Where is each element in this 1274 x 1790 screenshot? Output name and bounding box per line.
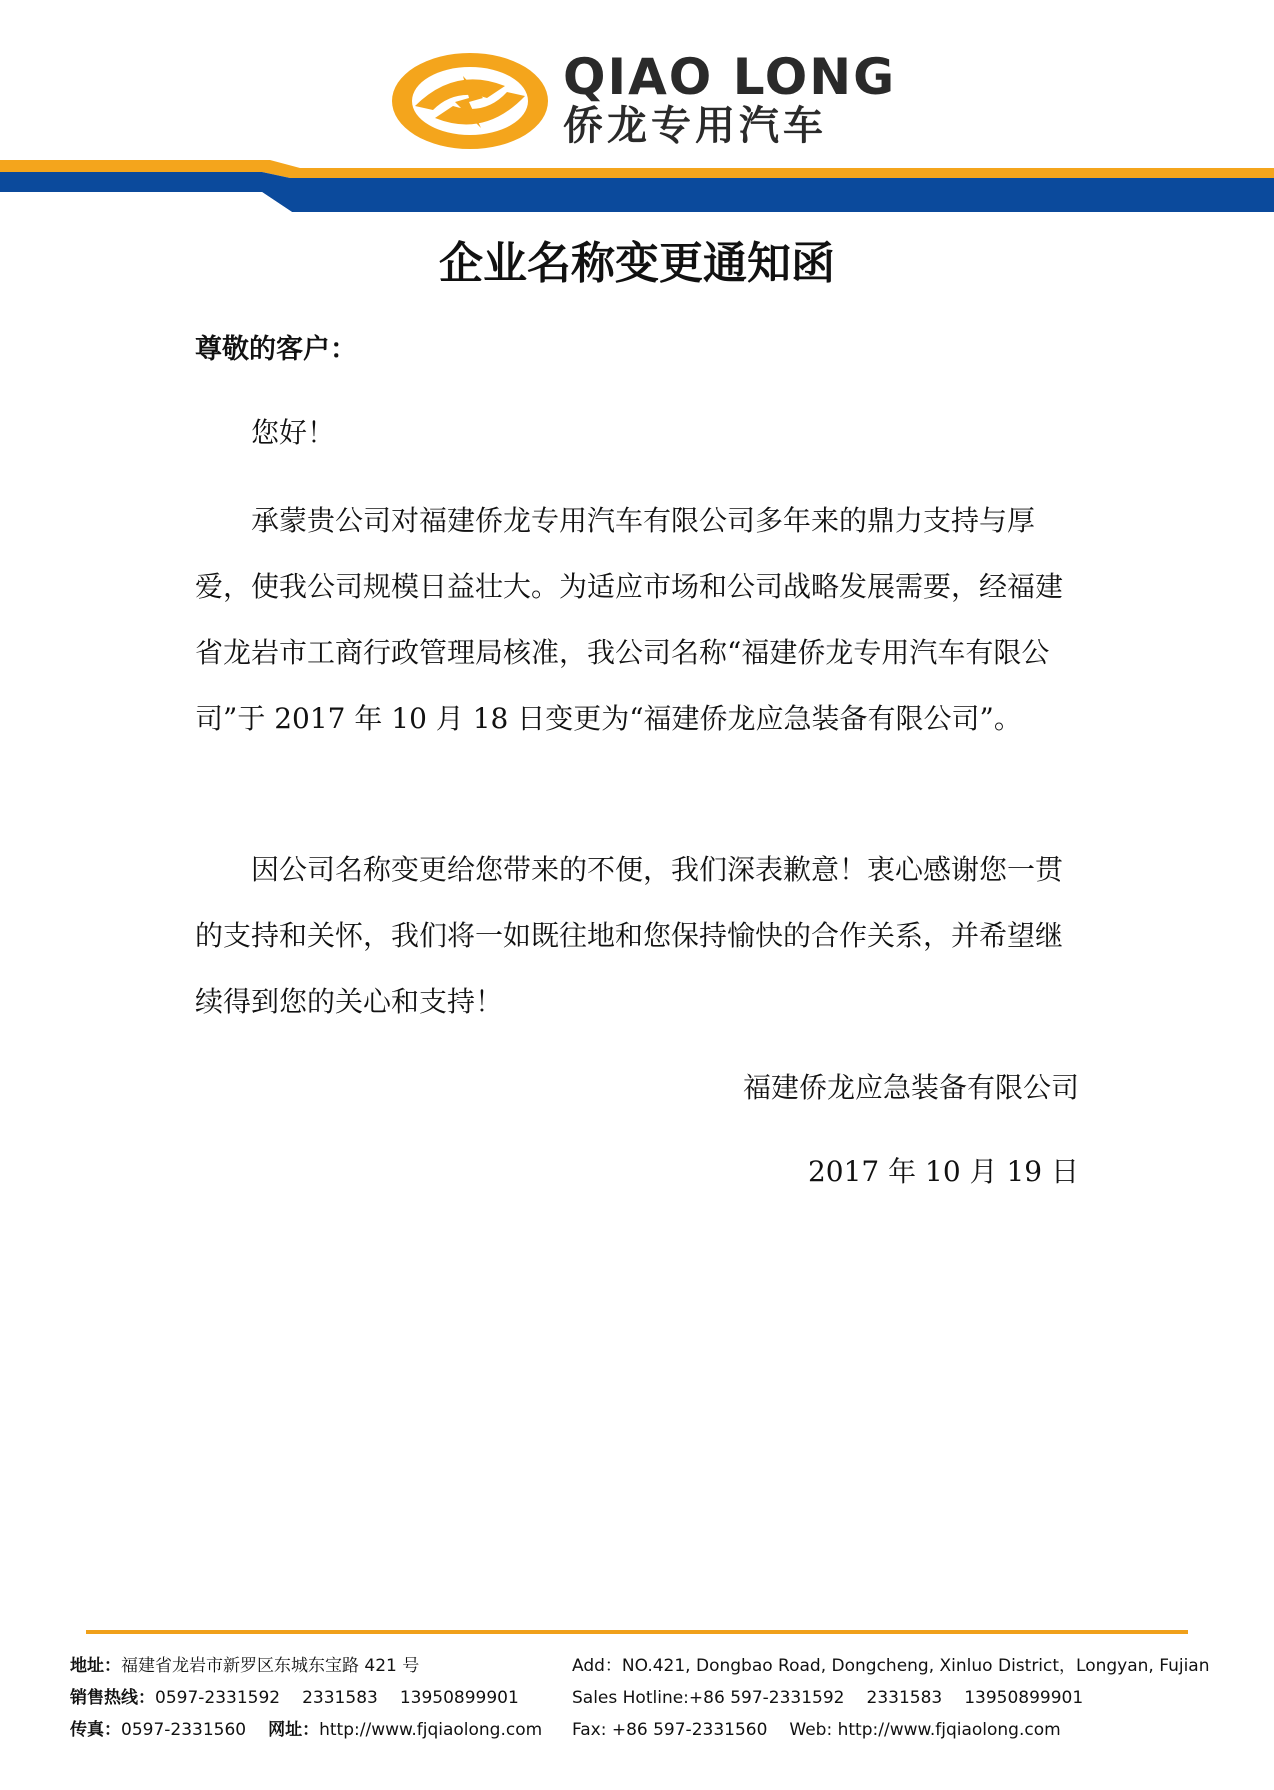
footer-english-contact bbox=[572, 1650, 1212, 1746]
company-logo bbox=[385, 46, 905, 156]
logo-chinese-name: 侨龙专用汽车 bbox=[563, 103, 827, 149]
footer-en-address-value: NO.421, Dongbao Road, Dongcheng, Xinluo District，Longyan, Fujian bbox=[621, 1656, 1210, 1676]
footer-cn-sales bbox=[70, 1682, 560, 1714]
footer-en-web-link[interactable]: http://www.fjqiaolong.com bbox=[837, 1720, 1061, 1740]
footer-cn-address-value: 福建省龙岩市新罗区东城东宝路 421 号 bbox=[121, 1656, 420, 1676]
footer-en-fax-label: Fax: bbox=[572, 1720, 612, 1740]
footer-en-sales bbox=[572, 1682, 1212, 1714]
footer-en-sales-1: +86 597-2331592 bbox=[688, 1688, 845, 1708]
footer-cn-sales-1: 0597-2331592 bbox=[155, 1688, 281, 1708]
letter-salutation: 尊敬的客户： bbox=[195, 334, 357, 365]
footer-en-sales-2: 2331583 bbox=[866, 1688, 943, 1708]
footer-cn-web-label: 网址： bbox=[268, 1720, 320, 1740]
letter-title: 企业名称变更通知函 bbox=[439, 238, 835, 289]
letter-paragraph-2: 因公司名称变更给您带来的不便，我们深表歉意！衷心感谢您一贯的支持和关怀，我们将一如既往地和您保持愉快的合作关系，并希望继续得到您的关心和支持！ bbox=[195, 853, 1064, 1018]
logo-english-name: QIAO LONG bbox=[563, 48, 897, 106]
qiaolong-emblem-icon bbox=[385, 46, 555, 156]
footer-en-sales-label: Sales Hotline: bbox=[572, 1688, 689, 1708]
footer-cn-address bbox=[70, 1650, 560, 1682]
footer-en-fax-value: +86 597-2331560 bbox=[611, 1720, 768, 1740]
footer-divider bbox=[86, 1630, 1188, 1634]
footer-cn-sales-3: 13950899901 bbox=[399, 1688, 519, 1708]
letter-paragraph-1: 承蒙贵公司对福建侨龙专用汽车有限公司多年来的鼎力支持与厚爱，使我公司规模日益壮大。为适应市场和公司战略发展需要，经福建省龙岩市工商行政管理局核准，我公司名称“福建侨龙专用汽车有限公司”于 2017 年 10 月 18 日变更为“福建侨龙应急装备有限公司”。 bbox=[195, 504, 1064, 735]
signature-date: 2017 年 10 月 19 日 bbox=[807, 1155, 1079, 1188]
footer-en-web-label: Web: bbox=[789, 1720, 838, 1740]
letter-greeting: 您好！ bbox=[251, 416, 336, 449]
signature-company: 福建侨龙应急装备有限公司 bbox=[742, 1071, 1079, 1104]
footer-cn-sales-2: 2331583 bbox=[302, 1688, 378, 1708]
footer-cn-web-link[interactable]: http://www.fjqiaolong.com bbox=[319, 1720, 543, 1740]
footer-cn-sales-label: 销售热线： bbox=[70, 1688, 155, 1708]
footer-cn-fax-web bbox=[70, 1714, 560, 1746]
footer-en-sales-3: 13950899901 bbox=[964, 1688, 1084, 1708]
footer-chinese-contact bbox=[70, 1650, 560, 1746]
footer-cn-address-label: 地址： bbox=[70, 1656, 121, 1676]
footer-en-fax-web bbox=[572, 1714, 1212, 1746]
header-stripe-band bbox=[0, 160, 1274, 216]
footer-cn-fax-value: 0597-2331560 bbox=[121, 1720, 247, 1740]
footer-en-address bbox=[572, 1650, 1212, 1682]
footer-cn-fax-label: 传真： bbox=[70, 1720, 121, 1740]
footer-en-address-label: Add： bbox=[572, 1656, 622, 1676]
